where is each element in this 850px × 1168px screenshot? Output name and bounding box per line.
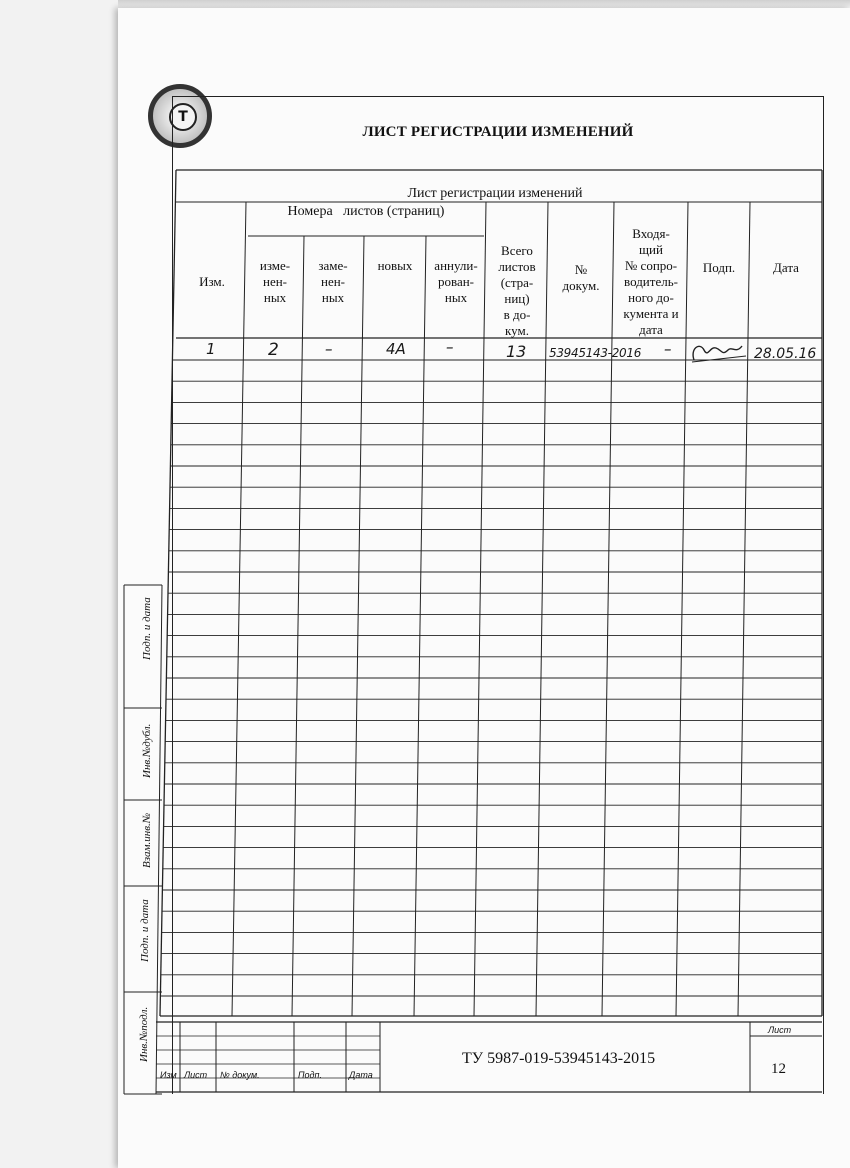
entry-date: 28.05.16: [754, 346, 817, 362]
signature-mark: [688, 338, 748, 366]
entry-total: 13: [506, 342, 527, 361]
header-changed: изме- нен- ных: [259, 258, 291, 305]
tb-col-izm: Изм: [160, 1070, 177, 1080]
page-title: ЛИСТ РЕГИСТРАЦИИ ИЗМЕНЕНИЙ: [362, 124, 634, 140]
header-sign: Подп.: [702, 260, 736, 275]
column-line: [738, 202, 750, 1016]
column-line: [352, 236, 364, 1016]
sheet-label: Лист: [768, 1025, 792, 1035]
header-doc-no: № докум.: [562, 262, 600, 293]
side-label-sign-date-bottom: Подп. и дата: [139, 899, 151, 962]
side-label-vzam-inv: Взам.инв.№: [141, 812, 153, 868]
column-line: [414, 236, 426, 1016]
group-header: Номера листов (страниц): [287, 204, 445, 219]
entry-new: 4А: [386, 340, 406, 358]
entry-doc-no: 53945143-2016: [549, 346, 642, 360]
tb-col-list: Лист: [184, 1070, 208, 1080]
sheet-number: 12: [771, 1061, 786, 1077]
header-izm: Изм.: [199, 274, 225, 289]
document-designation: ТУ 5987-019-53945143-2015: [462, 1050, 656, 1067]
tb-col-date: Дата: [349, 1070, 373, 1080]
side-panel-border: [156, 585, 162, 1094]
header-replaced: заме- нен- ных: [318, 258, 348, 305]
header-total: Всего листов (стра- ниц) в до- кум.: [498, 243, 536, 338]
side-label-inv-podl: Инв.№подл.: [138, 1006, 150, 1062]
entry-izm: 1: [206, 340, 216, 358]
stamp-letter: Т: [169, 103, 197, 131]
header-date: Дата: [773, 260, 799, 275]
column-line: [474, 202, 486, 1016]
tb-col-sign: Подп.: [298, 1070, 322, 1080]
entry-changed: 2: [268, 340, 279, 360]
side-label-sign-date-top: Подп. и дата: [141, 597, 153, 660]
table-caption: Лист регистрации изменений: [407, 186, 583, 201]
tb-col-doc: № докум.: [220, 1070, 260, 1080]
header-annulled: аннули- рован- ных: [434, 258, 478, 305]
column-line: [602, 202, 614, 1016]
side-label-inv-dubl: Инв.№дубл.: [141, 723, 153, 778]
header-new: новых: [377, 258, 413, 273]
entry-incoming: –: [664, 340, 672, 358]
entry-replaced: –: [325, 340, 333, 358]
entry-annulled: –: [446, 338, 454, 356]
header-incoming: Входя- щий № сопро- водитель- ного до- кумента и дата: [623, 226, 679, 337]
column-line: [232, 202, 246, 1016]
column-line: [292, 236, 304, 1016]
